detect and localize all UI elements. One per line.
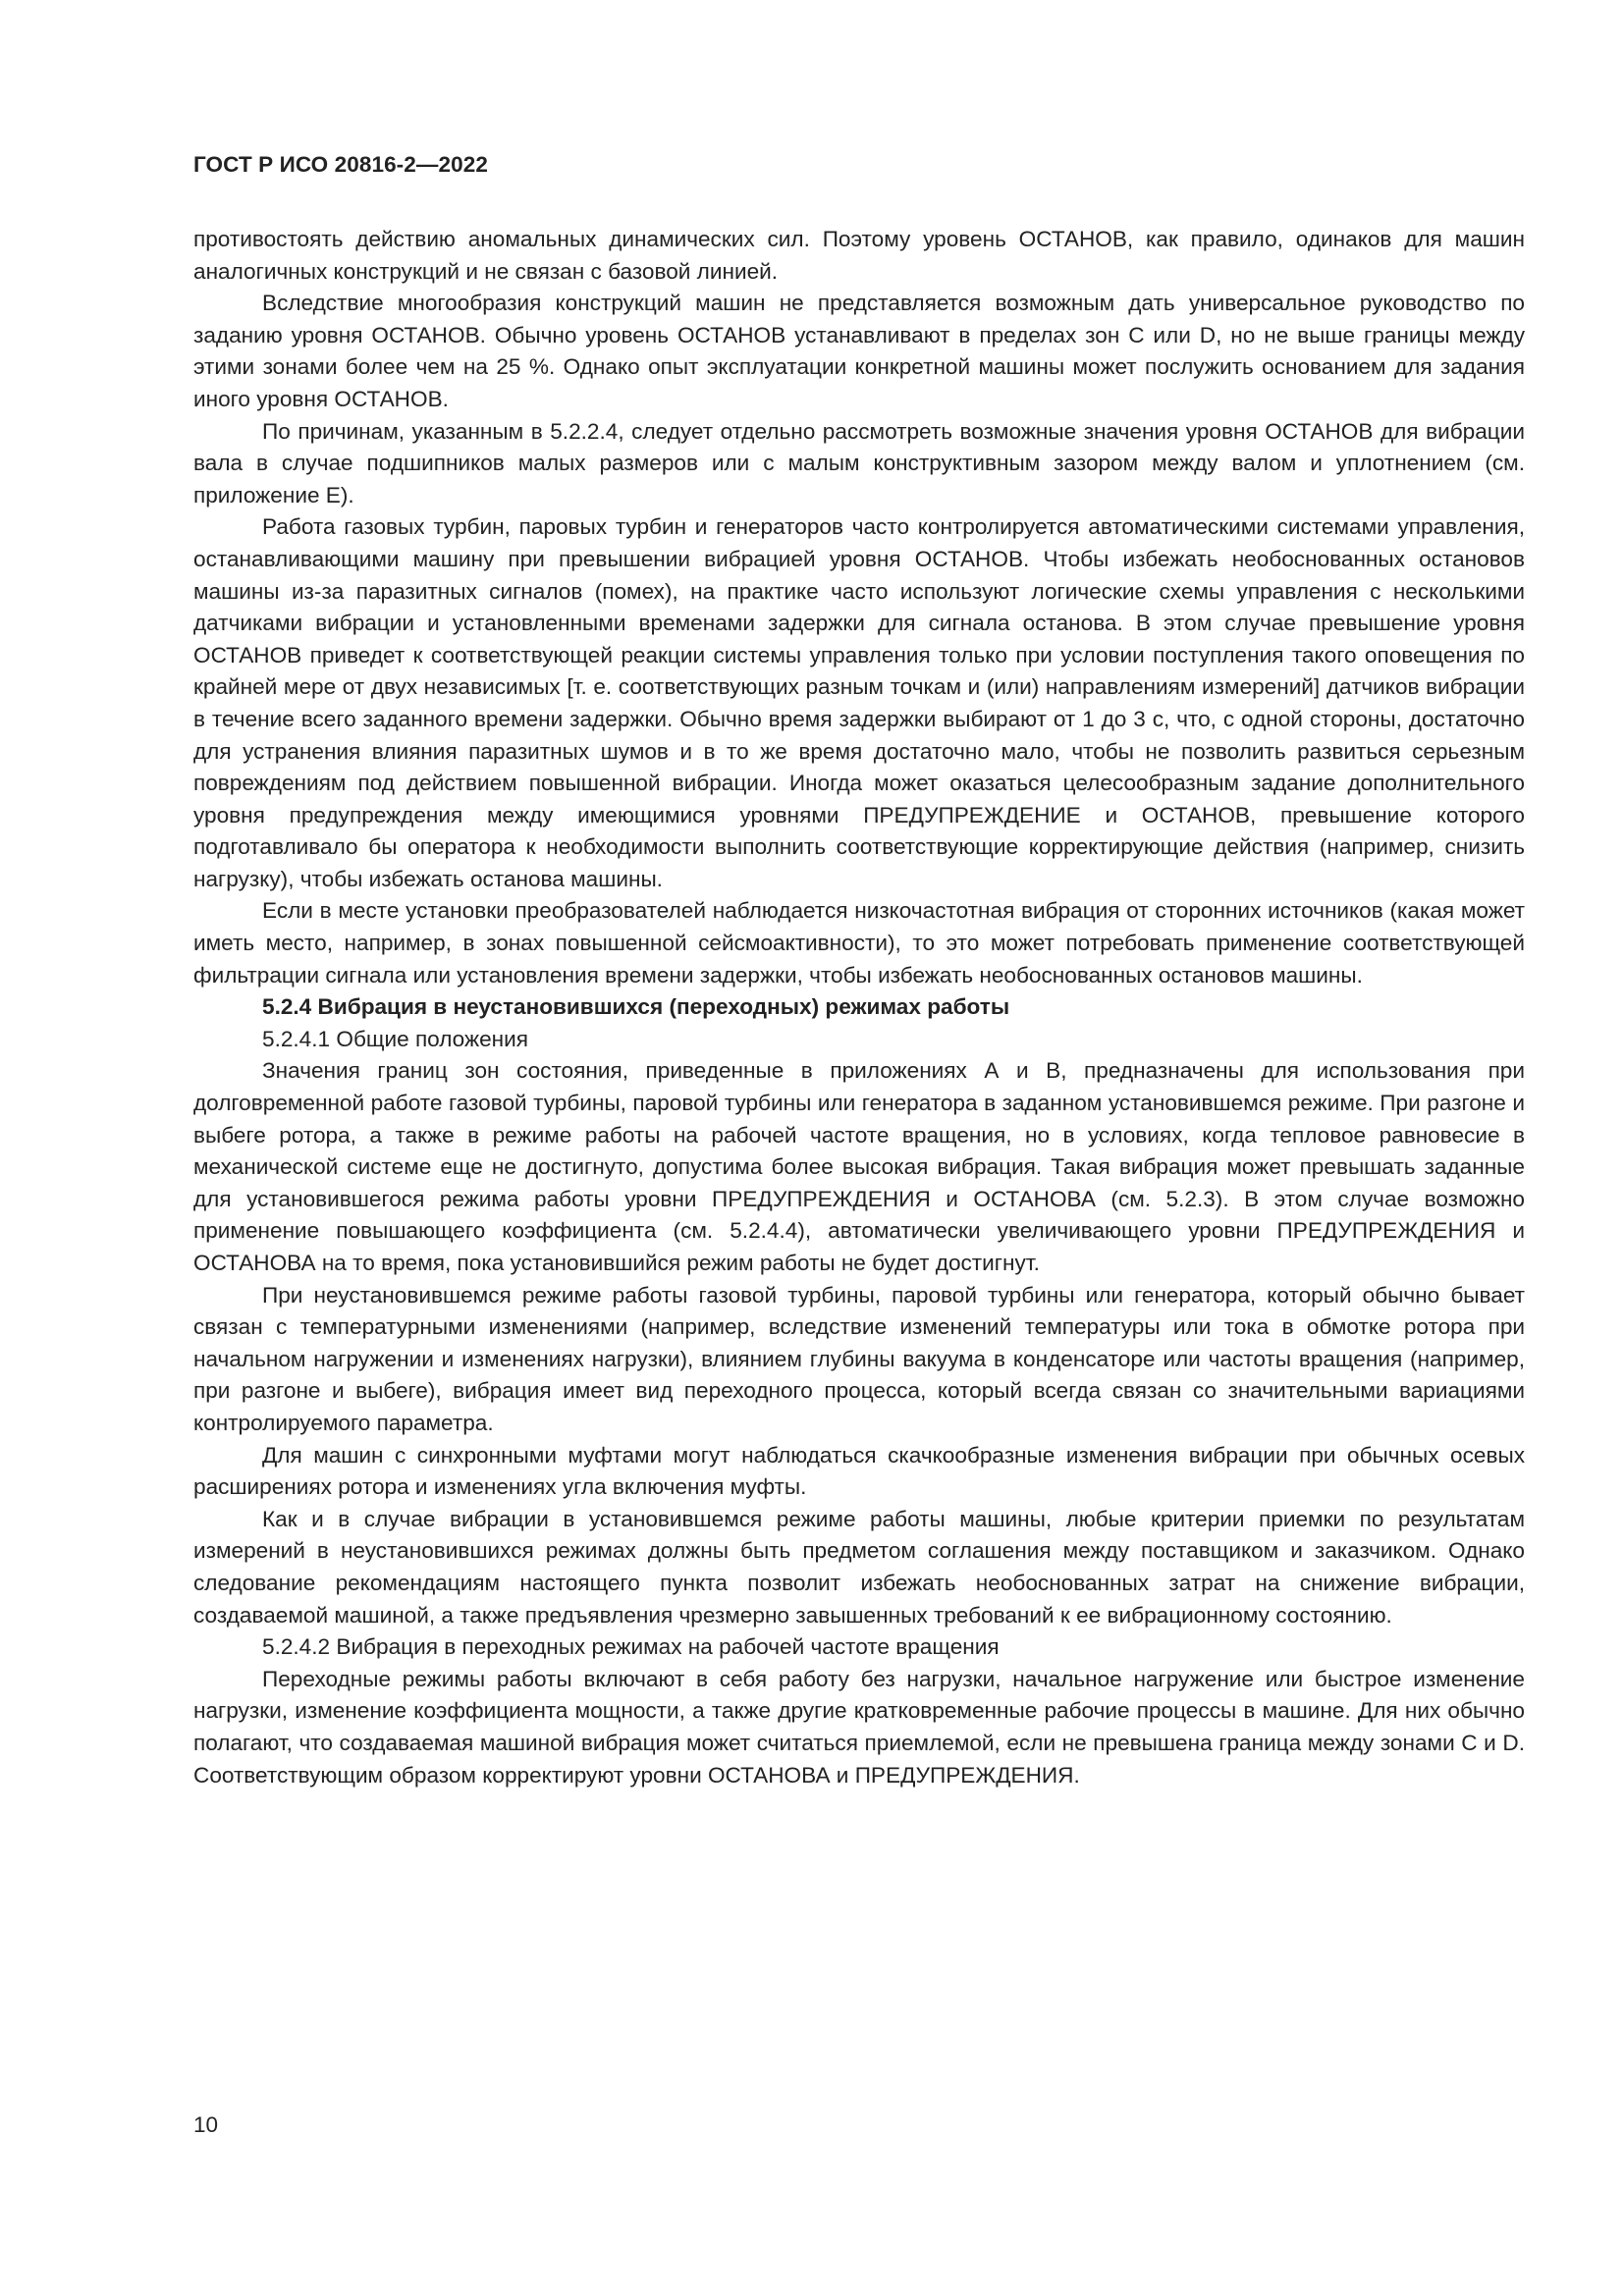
paragraph: Работа газовых турбин, паровых турбин и генераторов часто контролируется автоматическими системами управления, останавливающими машину при превышении вибрацией уровня ОСТАНОВ. Чтобы избежать необоснованных остановов машины из-за паразитных сигналов (помех), на практике часто используют логические схемы управления с несколькими датчиками вибрации и установленными временами задержки для сигнала останова. В этом случае превышение уровня ОСТАНОВ приведет к соответствующей реакции системы управления только при условии поступления такого оповещения по крайней мере от двух независимых [т. е. соответствующих разным точкам и (или) направлениям измерений] датчиков вибрации в течение всего заданного времени задержки. Обычно время задержки выбирают от 1 до 3 с, что, с одной стороны, достаточно для устранения влияния паразитных шумов и в то же время достаточно мало, чтобы не позволить развиться серьезным повреждениям под действием повышенной вибрации. Иногда может оказаться целесообразным задание дополнительного уровня предупреждения между имеющимися уровнями ПРЕДУПРЕЖДЕНИЕ и ОСТАНОВ, превышение которого подготавливало бы оператора к необходимости выполнить соответствующие корректирующие действия (например, снизить нагрузку), чтобы избежать останова машины.: [193, 514, 1525, 891]
paragraph: Если в месте установки преобразователей наблюдается низкочастотная вибрация от сторонних источников (какая может иметь место, например, в зонах повышенной сейсмоактивности), то это может потребовать применение соответствующей фильтрации сигнала или установления времени задержки, чтобы избежать необоснованных остановов машины.: [193, 898, 1525, 988]
subsection-heading: 5.2.4.2 Вибрация в переходных режимах на рабочей частоте вращения: [262, 1634, 1000, 1660]
paragraph: Для машин с синхронными муфтами могут наблюдаться скачкообразные изменения вибрации при обычных осевых расширениях ротора и изменениях угла включения муфты.: [193, 1442, 1525, 1500]
section-heading: 5.2.4 Вибрация в неустановившихся (переходных) режимах работы: [262, 994, 1010, 1020]
paragraph: Значения границ зон состояния, приведенные в приложениях А и В, предназначены для использования при долговременной работе газовой турбины, паровой турбины или генератора в заданном установившемся режиме. При разгоне и выбеге ротора, а также в режиме работы на рабочей частоте вращения, но в условиях, когда тепловое равновесие в механической системе еще не достигнуто, допустима более высокая вибрация. Такая вибрация может превышать заданные для установившегося режима работы уровни ПРЕДУПРЕЖДЕНИЯ и ОСТАНОВА (см. 5.2.3). В этом случае возможно применение повышающего коэффициента (см. 5.2.4.4), автоматически увеличивающего уровни ПРЕДУПРЕЖДЕНИЯ и ОСТАНОВА на то время, пока установившийся режим работы не будет достигнут.: [193, 1058, 1525, 1275]
paragraph: противостоять действию аномальных динамических сил. Поэтому уровень ОСТАНОВ, как правило, одинаков для машин аналогичных конструкций и не связан с базовой линией.: [193, 227, 1525, 284]
paragraph: По причинам, указанным в 5.2.2.4, следует отдельно рассмотреть возможные значения уровня ОСТАНОВ для вибрации вала в случае подшипников малых размеров или с малым конструктивным зазором между валом и уплотнением (см. приложение E).: [193, 418, 1525, 507]
paragraph: Как и в случае вибрации в установившемся режиме работы машины, любые критерии приемки по результатам измерений в неустановившихся режимах должны быть предметом соглашения между поставщиком и заказчиком. Однако следование рекомендациям настоящего пункта позволит избежать необоснованных затрат на снижение вибрации, создаваемой машиной, а также предъявления чрезмерно завышенных требований к ее вибрационному состоянию.: [193, 1506, 1525, 1628]
subsection-heading: 5.2.4.1 Общие положения: [262, 1026, 529, 1051]
paragraph: Вследствие многообразия конструкций машин не представляется возможным дать универсальное руководство по заданию уровня ОСТАНОВ. Обычно уровень ОСТАНОВ устанавливают в пределах зон C или D, но не выше границы между этими зонами более чем на 25 %. Однако опыт эксплуатации конкретной машины может послужить основанием для задания иного уровня ОСТАНОВ.: [193, 291, 1525, 411]
document-body: [193, 224, 1525, 1791]
paragraph: Переходные режимы работы включают в себя работу без нагрузки, начальное нагружение или быстрое изменение нагрузки, изменение коэффициента мощности, а также другие кратковременные рабочие процессы в машине. Для них обычно полагают, что создаваемая машиной вибрация может считаться приемлемой, если не превышена граница между зонами С и D. Соответствующим образом корректируют уровни ОСТАНОВА и ПРЕДУПРЕЖДЕНИЯ.: [193, 1666, 1525, 1788]
page-number: 10: [193, 2112, 219, 2137]
paragraph: При неустановившемся режиме работы газовой турбины, паровой турбины или генератора, который обычно бывает связан с температурными изменениями (например, вследствие изменений температуры или тока в обмотке ротора при начальном нагружении и изменениях нагрузки), влиянием глубины вакуума в конденсаторе или частоты вращения (например, при разгоне и выбеге), вибрация имеет вид переходного процесса, который всегда связан со значительными вариациями контролируемого параметра.: [193, 1282, 1525, 1435]
document-header: ГОСТ Р ИСО 20816-2—2022: [193, 152, 488, 177]
